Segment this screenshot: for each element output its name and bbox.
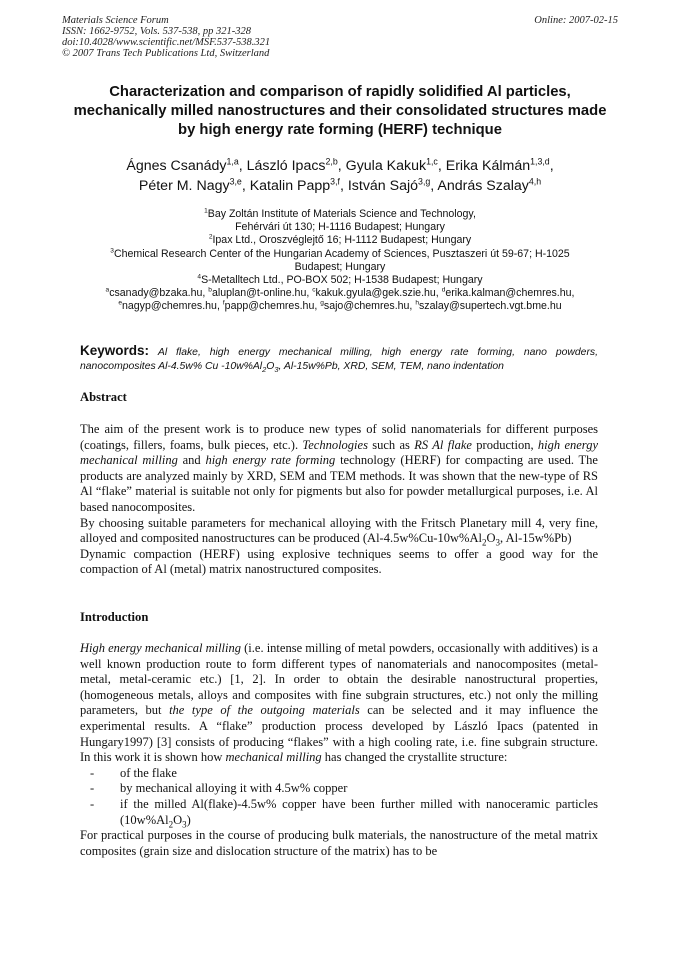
introduction-body — [80, 641, 598, 859]
affiliations — [40, 208, 640, 314]
affiliation-2: $^2$Ipax Ltd., Oroszvéglejtő 16; H-1112 Budapest; Hungary — [208, 233, 472, 247]
list-item: - if the milled Al(flake)-4.5w% copper have been further milled with nanoceramic particles $(10w\%Al_2O_3)$ — [90, 796, 598, 830]
author-affiliation-mark: 4,h — [528, 176, 542, 187]
author-name: Gyula Kakuk — [345, 158, 427, 174]
author-name: Katalin Papp — [249, 178, 331, 194]
affiliation-1: $^1$Bay Zoltán Institute of Materials Science and Technology, — [204, 207, 476, 220]
introduction-paragraph-2: For practical purposes in the course of producing bulk materials, the nanostructure of the metal matrix composites (grain size and dislocation structure of the matrix) has to be — [80, 828, 598, 858]
keywords-label: Keywords: — [80, 343, 150, 358]
online-date: Online: 2007-02-15 — [534, 15, 618, 26]
email-link[interactable]: papp@chemres.hu, — [224, 300, 321, 313]
copyright-line: © 2007 Trans Tech Publications Ltd, Switzerland — [62, 48, 270, 59]
keywords-block — [80, 344, 598, 374]
email-link[interactable]: sajo@chemres.hu, — [323, 300, 416, 313]
abstract-heading: Abstract — [80, 390, 127, 404]
introduction-heading: Introduction — [80, 610, 149, 624]
abstract-paragraph-1: The aim of the present work is to produce new types of solid nanomaterials for different purposes (coatings, fillers, foams, bulk pieces, etc.). Technologies such as RS Al flake production, high energy mechanical milling and high energy rate forming technology (HERF) for compacting are used. The products are analyzed mainly by XRD, SEM and TEM methods. It was shown that the new-type of RS Al “flake” material is suitable not only for pigments but also for powder metallurgical purposes, i.e. Al based nanocomposites. — [80, 422, 598, 514]
author-name: Erika Kálmán — [445, 158, 531, 174]
email-line-2: $^e$nagyp@chemres.hu, $^f$papp@chemres.hu, $^g$sajo@chemres.hu, $^h$szalay@supertech.vgt.bme.hu — [118, 299, 562, 313]
author-affiliation-mark: 1,a — [226, 156, 239, 167]
author-name: Ágnes Csanády — [126, 158, 227, 174]
list-item: - of the flake — [90, 765, 177, 780]
author-list — [40, 156, 640, 196]
author-affiliation-mark: 1,c — [426, 156, 438, 167]
abstract-body — [80, 422, 598, 578]
email-link[interactable]: szalay@supertech.vgt.bme.hu — [418, 300, 562, 313]
author-name: András Szalay — [437, 178, 529, 194]
author-affiliation-mark: 3,f — [330, 176, 340, 187]
email-link[interactable]: erika.kalman@chemres.hu, — [445, 287, 575, 300]
list-item: - by mechanical alloying it with 4.5w% copper — [90, 781, 348, 796]
issn-line: ISSN: 1662-9752, Vols. 537-538, pp 321-328 — [62, 26, 251, 37]
email-link[interactable]: kakuk.gyula@gek.szie.hu, — [315, 287, 442, 300]
journal-name: Materials Science Forum — [62, 15, 169, 26]
affiliation-4: $^4$S-Metalltech Ltd., PO-BOX 502; H-1538 Budapest; Hungary — [197, 273, 483, 287]
paper-title: Characterization and comparison of rapidly solidified Al particles, mechanically milled nanostructures and their consolidated structures made by high energy rate forming (HERF) technique — [73, 84, 607, 138]
journal-header — [62, 15, 618, 59]
author-affiliation-mark: 3,e — [229, 176, 242, 187]
abstract-paragraph-2: By choosing suitable parameters for mechanical alloying with the Fritsch Planetary mill 4, very fine, alloyed and composited nanostructures can be produced ($Al-4.5w\%Cu-10w\%Al_2O_3$, Al-15w%Pb) — [80, 515, 598, 548]
affiliation-3: $^3$Chemical Research Center of the Hungarian Academy of Sciences, Pusztaszeri út 59-67; H-1025 — [110, 247, 570, 260]
author-name: Péter M. Nagy — [138, 178, 230, 194]
email-link[interactable]: csanady@bzaka.hu, — [109, 287, 209, 300]
email-line-1: $^a$csanady@bzaka.hu, $^b$aluplan@t-online.hu, $^c$kakuk.gyula@gek.szie.hu, $^d$erika.kalman@chemres.hu, — [105, 286, 575, 300]
author-line-1: Ágnes Csanády$^{1,a}$, László Ipacs$^{2,b}$, Gyula Kakuk$^{1,c}$, Erika Kálmán$^{1,3,d}$, — [126, 156, 554, 174]
email-link[interactable]: aluplan@t-online.hu, — [211, 287, 313, 300]
doi-line: doi:10.4028/www.scientific.net/MSF.537-538.321 — [62, 37, 271, 48]
author-affiliation-mark: 1,3,d — [530, 156, 550, 167]
affiliation-1-cont: Fehérvári út 130; H-1116 Budapest; Hungary — [235, 221, 445, 234]
keywords-text: Al flake, high energy mechanical milling, high energy rate forming, nano powders, nanocomposites Al-4.5w% Cu $-10w\%Al_2O_3$, Al-15w%Pb, XRD, SEM, TEM, nano indentation — [80, 347, 598, 375]
email-link[interactable]: nagyp@chemres.hu, — [121, 300, 223, 313]
author-affiliation-mark: 2,b — [325, 156, 338, 167]
introduction-paragraph-1: High energy mechanical milling (i.e. intense milling of metal powders, occasionally with additives) is a well known production route to form different types of nanomaterials and nanocomposites (metal-metal, metal-ceramic etc.) [1, 2]. In order to obtain the desirable nanostructural properties, (homogeneous metals, alloys and composites with fine subgrain structures, etc.) not only the milling parameters, but the type of the outgoing materials can be selected and it may influence the experimental results. A “flake” production process developed by László Ipacs (patented in Hungary1997) [3] consists of producing “flakes” with a high cooling rate, i.e. fine subgrain structure. In this work it is shown how mechanical milling has changed the crystallite structure: — [80, 641, 598, 765]
affiliation-3-cont: Budapest; Hungary — [294, 260, 386, 273]
author-affiliation-mark: 3,g — [418, 176, 431, 187]
introduction-list — [80, 766, 598, 828]
author-line-2: Péter M. Nagy$^{3,e}$, Katalin Papp$^{3,f}$, István Sajó$^{3,g}$, András Szalay$^{4,h}$ — [138, 176, 542, 194]
author-name: László Ipacs — [246, 158, 326, 174]
abstract-paragraph-3: Dynamic compaction (HERF) using explosive techniques seems to offer a good way for the compaction of Al (metal) matrix nanostructured composites. — [80, 546, 598, 577]
author-name: István Sajó — [347, 178, 419, 194]
